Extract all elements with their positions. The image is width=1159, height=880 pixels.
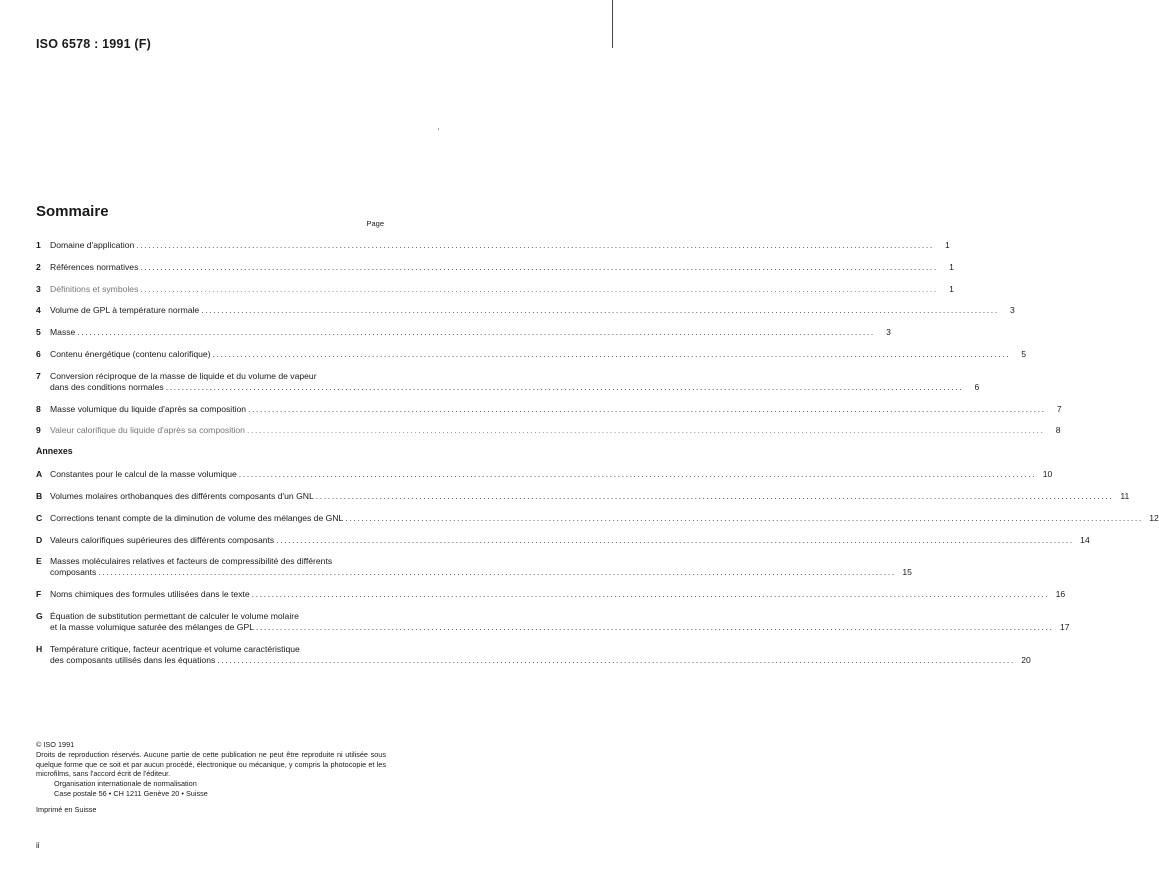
toc-entry-number: B xyxy=(36,490,43,501)
toc-annexes-section xyxy=(36,469,1159,666)
toc-entry-line xyxy=(50,513,1159,524)
toc-entry-label: Corrections tenant compte de la diminution de volume des mélanges de GNL xyxy=(50,512,344,523)
rights-statement: Droits de reproduction réservés. Aucune partie de cette publication ne peut être reproduite ni utilisée sous quelque forme que ce soit et par aucun procédé, électronique ou mécanique, y compris la photocopie et les microfilms, sans l'accord écrit de l'éditeur. xyxy=(36,749,386,779)
toc-entry-number: 3 xyxy=(36,283,41,294)
toc-entry-line xyxy=(50,327,891,338)
toc-entry-label: dans des conditions normales xyxy=(50,381,164,392)
toc-entry xyxy=(36,425,1061,436)
toc-entry-body xyxy=(50,327,891,338)
toc-entry-page: 6 xyxy=(974,381,980,392)
toc-entry-line xyxy=(50,644,1031,655)
toc-entry-page: 5 xyxy=(1021,348,1027,359)
toc-entry-label: Contenu énergétique (contenu calorifique) xyxy=(50,348,211,359)
toc-entry-line xyxy=(50,535,1090,546)
toc-entry-line xyxy=(50,567,912,578)
organization-address: Case postale 56 • CH 1211 Genève 20 • Suisse xyxy=(54,788,208,798)
toc-leader-dots: ........................................................................................................................................................................................................ xyxy=(315,490,1114,501)
toc-entry-page: 1 xyxy=(945,240,950,250)
toc-entry-label: composants xyxy=(50,567,97,578)
toc-entry-number: 1 xyxy=(36,240,41,250)
annexes-heading: Annexes xyxy=(36,446,73,457)
toc-entry xyxy=(36,610,1070,633)
toc-entry-page: 1 xyxy=(949,283,954,294)
toc-entry-label: Définitions et symboles xyxy=(50,283,139,294)
toc-entry-line xyxy=(50,556,912,567)
toc-entry-body xyxy=(50,284,954,295)
toc-entry-body xyxy=(50,513,1159,524)
toc-leader-dots: ........................................................................................................................................................................................................ xyxy=(201,305,999,316)
toc-entry-page: 8 xyxy=(1055,425,1061,436)
page-title: Sommaire xyxy=(36,203,109,220)
toc-entry-body xyxy=(50,535,1090,546)
toc-leader-dots: ........................................................................................................................................................................................................ xyxy=(276,534,1074,545)
toc-leader-dots: ........................................................................................................................................................................................................ xyxy=(345,512,1143,523)
toc-entry-label: Volumes molaires orthobanques des différents composants d'un GNL xyxy=(50,490,314,501)
toc-entry-page: 12 xyxy=(1149,512,1159,523)
toc-entry-number: A xyxy=(36,469,43,480)
toc-leader-dots: ........................................................................................................................................................................................................ xyxy=(140,261,938,272)
toc-entry-line xyxy=(50,284,954,295)
toc-leader-dots: ........................................................................................................................................................................................................ xyxy=(98,567,896,578)
toc-entry xyxy=(36,643,1031,666)
toc-entry xyxy=(36,261,954,273)
toc-entry-body xyxy=(50,556,912,578)
toc-entry-page: 3 xyxy=(1009,305,1015,316)
toc-entry-line xyxy=(50,371,979,382)
toc-entry-line xyxy=(50,404,1062,415)
toc-entry-label: et la masse volumique saturée des mélanges de GPL xyxy=(50,621,254,632)
toc-entry-line xyxy=(50,240,950,251)
toc-entry-line xyxy=(50,655,1031,666)
toc-entry-line xyxy=(50,262,954,273)
toc-entry-label: Domaine d'application xyxy=(50,240,135,250)
toc-leader-dots: ........................................................................................................................................................................................................ xyxy=(140,283,938,294)
toc-entry xyxy=(36,327,891,338)
toc-entry-label: Références normatives xyxy=(50,261,139,272)
toc-leader-dots: ........................................................................................................................................................................................................ xyxy=(217,654,1015,665)
toc-entry-number: 8 xyxy=(36,403,41,414)
toc-leader-dots: ........................................................................................................................................................................................................ xyxy=(238,469,1037,480)
table-of-contents xyxy=(36,240,1159,677)
toc-leader-dots: ........................................................................................................................................................................................................ xyxy=(255,621,1054,632)
toc-entry xyxy=(36,305,1015,316)
toc-entry-number: 4 xyxy=(36,305,41,316)
toc-entry-body xyxy=(50,240,950,251)
toc-entry-label: Équation de substitution permettant de calculer le volume molaire xyxy=(50,610,299,621)
toc-entry-line xyxy=(50,611,1070,622)
toc-entry-number: 9 xyxy=(36,425,41,436)
toc-entry-line xyxy=(50,491,1129,502)
copyright-line: © ISO 1991 xyxy=(36,740,75,749)
toc-entry-body xyxy=(50,611,1070,633)
toc-entry-page: 17 xyxy=(1059,621,1070,632)
toc-entry-body xyxy=(50,589,1065,600)
toc-entry-page: 15 xyxy=(902,567,912,578)
toc-entry-page: 16 xyxy=(1055,589,1066,600)
toc-entry-number: D xyxy=(36,534,43,545)
toc-entry-line xyxy=(50,622,1070,633)
toc-entry-label: Masses moléculaires relatives et facteurs de compressibilité des différents xyxy=(50,556,333,567)
toc-entry-page: 7 xyxy=(1056,403,1062,414)
page-column-label: Page xyxy=(366,219,384,228)
margin-rule xyxy=(612,0,613,48)
document-header: ISO 6578 : 1991 (F) xyxy=(36,37,151,51)
toc-entry-page: 10 xyxy=(1042,469,1053,480)
copyright-block xyxy=(36,740,386,815)
toc-leader-dots: ........................................................................................................................................................................................................ xyxy=(248,403,1046,414)
toc-entry-line xyxy=(50,349,1026,360)
toc-entry-line xyxy=(50,469,1052,480)
toc-entry xyxy=(36,490,1130,502)
printed-in: Imprimé en Suisse xyxy=(36,804,97,814)
toc-entry-label: Constantes pour le calcul de la masse volumique xyxy=(50,469,237,480)
toc-entry-number: C xyxy=(36,512,43,523)
toc-entry-page: 11 xyxy=(1120,490,1130,501)
toc-leader-dots: ........................................................................................................................................................................................................ xyxy=(251,589,1050,600)
toc-main-section xyxy=(36,240,1062,436)
toc-entry-page: 3 xyxy=(886,327,891,338)
toc-entry-number: H xyxy=(36,643,43,654)
toc-entry-body xyxy=(50,262,954,273)
toc-entry xyxy=(36,512,1159,524)
toc-entry-label: Valeurs calorifiques supérieures des différents composants xyxy=(50,534,275,545)
page-number: ii xyxy=(36,841,40,850)
toc-entry-label: Noms chimiques des formules utilisées dans le texte xyxy=(50,589,250,600)
toc-entry-body xyxy=(50,305,1015,316)
toc-leader-dots: ........................................................................................................................................................................................................ xyxy=(165,381,964,392)
toc-entry-body xyxy=(50,404,1062,415)
toc-entry-number: 2 xyxy=(36,261,41,272)
toc-entry xyxy=(36,370,980,393)
toc-entry xyxy=(36,556,912,578)
toc-entry-body xyxy=(50,469,1052,480)
toc-entry-number: G xyxy=(36,610,43,621)
toc-entry-line xyxy=(50,589,1065,600)
toc-entry-label: Température critique, facteur acentrique et volume caractéristique xyxy=(50,643,300,654)
toc-entry xyxy=(36,348,1027,360)
toc-entry xyxy=(36,534,1090,546)
toc-entry-body xyxy=(50,425,1061,436)
toc-entry xyxy=(36,589,1066,600)
toc-entry xyxy=(36,403,1062,415)
scan-speck xyxy=(438,128,439,130)
toc-entry-page: 20 xyxy=(1021,654,1031,665)
toc-entry-label: Valeur calorifique du liquide d'après sa composition xyxy=(50,425,245,436)
toc-entry-line xyxy=(50,425,1061,436)
toc-entry-body xyxy=(50,491,1129,502)
toc-leader-dots: ........................................................................................................................................................................................................ xyxy=(77,327,875,338)
toc-entry-label: Masse volumique du liquide d'après sa composition xyxy=(50,403,247,414)
toc-entry xyxy=(36,283,954,295)
toc-entry-number: 5 xyxy=(36,327,41,338)
toc-entry-label: Masse xyxy=(50,327,76,338)
toc-entry-label: Conversion réciproque de la masse de liquide et du volume de vapeur xyxy=(50,370,317,381)
toc-entry-page: 1 xyxy=(949,261,954,272)
organization-name: Organisation internationale de normalisation xyxy=(54,779,197,789)
toc-leader-dots: ........................................................................................................................................................................................................ xyxy=(246,425,1045,436)
toc-entry-page: 14 xyxy=(1080,534,1090,545)
toc-entry-number: 7 xyxy=(36,370,41,381)
toc-entry-line xyxy=(50,382,979,393)
toc-entry-body xyxy=(50,371,979,393)
toc-entry-body xyxy=(50,644,1031,666)
toc-entry-line xyxy=(50,305,1015,316)
toc-entry-body xyxy=(50,349,1026,360)
toc-entry-number: 6 xyxy=(36,348,41,359)
toc-entry-label: Volume de GPL à température normale xyxy=(50,305,200,316)
toc-leader-dots: ........................................................................................................................................................................................................ xyxy=(212,348,1011,359)
toc-entry xyxy=(36,240,950,251)
toc-entry-number: F xyxy=(36,589,42,600)
toc-leader-dots: ........................................................................................................................................................................................................ xyxy=(136,240,934,250)
toc-entry xyxy=(36,469,1053,480)
toc-entry-label: des composants utilisés dans les équations xyxy=(50,654,216,665)
toc-entry-number: E xyxy=(36,556,42,567)
